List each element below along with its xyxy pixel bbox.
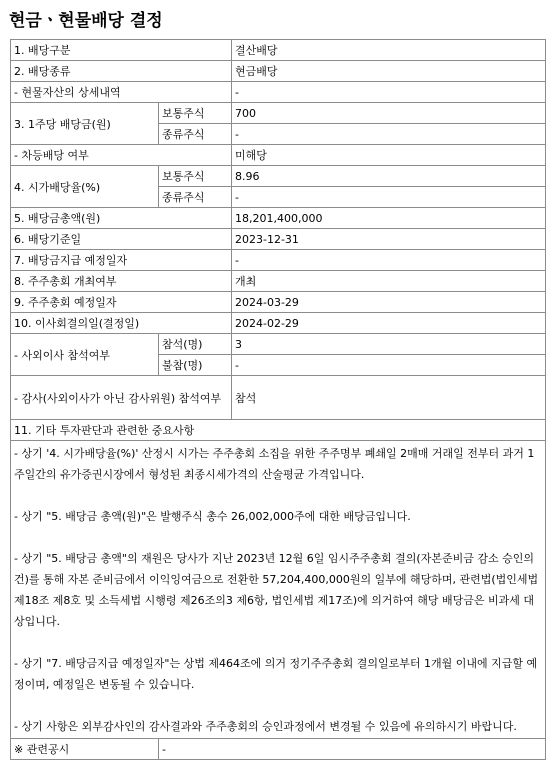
note-paragraph: - 상기 '4. 시가배당율(%)' 산정시 시가는 주주총회 소집을 위한 주주명부 폐쇄일 2매매 거래일 전부터 과거 1주일간의 유가증권시장에서 형성된 최종시세가격의 산술평균 가격입니다.: [14, 447, 535, 481]
table-row: [11, 82, 546, 103]
disclosure-table: [10, 39, 546, 760]
row-label: 2. 배당종류: [11, 61, 232, 82]
row-value: 개최: [232, 271, 546, 292]
row-value: -: [159, 739, 546, 760]
table-row: [11, 292, 546, 313]
row-label: - 감사(사외이사가 아닌 감사위원) 참석여부: [11, 376, 232, 420]
table-row: [11, 166, 546, 187]
table-row: [11, 376, 546, 420]
table-row: [11, 40, 546, 61]
row-label: 1. 배당구분: [11, 40, 232, 61]
row-value: 8.96: [232, 166, 546, 187]
notes-cell: [11, 441, 546, 739]
row-sublabel: 보통주식: [159, 166, 232, 187]
row-label: 4. 시가배당율(%): [11, 166, 159, 208]
row-sublabel: 불참(명): [159, 355, 232, 376]
row-sublabel: 보통주식: [159, 103, 232, 124]
table-row: [11, 739, 546, 760]
row-value: 2023-12-31: [232, 229, 546, 250]
table-row: [11, 441, 546, 739]
row-label: 8. 주주총회 개최여부: [11, 271, 232, 292]
table-row: [11, 334, 546, 355]
row-label: 5. 배당금총액(원): [11, 208, 232, 229]
row-label: 11. 기타 투자판단과 관련한 중요사항: [11, 420, 546, 441]
row-value: 현금배당: [232, 61, 546, 82]
table-row: [11, 145, 546, 166]
table-row: [11, 208, 546, 229]
row-label: - 차등배당 여부: [11, 145, 232, 166]
row-value: 참석: [232, 376, 546, 420]
table-row: [11, 250, 546, 271]
table-row: [11, 313, 546, 334]
row-value: 3: [232, 334, 546, 355]
row-label: - 현물자산의 상세내역: [11, 82, 232, 103]
row-value: 2024-03-29: [232, 292, 546, 313]
row-value: -: [232, 355, 546, 376]
row-value: 미해당: [232, 145, 546, 166]
note-paragraph: - 상기 "7. 배당금지급 예정일자"는 상법 제464조에 의거 정기주주총회 결의일로부터 1개월 이내에 지급할 예정이며, 예정일은 변동될 수 있습니다.: [14, 657, 538, 691]
note-paragraph: - 상기 사항은 외부감사인의 감사결과와 주주총회의 승인과정에서 변경될 수 있음에 유의하시기 바랍니다.: [14, 720, 517, 733]
row-label: 6. 배당기준일: [11, 229, 232, 250]
row-label: ※ 관련공시: [11, 739, 159, 760]
table-row: [11, 271, 546, 292]
row-label: 9. 주주총회 예정일자: [11, 292, 232, 313]
page-title: 현금ㆍ현물배당 결정: [9, 11, 163, 31]
row-label: 10. 이사회결의일(결정일): [11, 313, 232, 334]
row-label: 3. 1주당 배당금(원): [11, 103, 159, 145]
row-sublabel: 참석(명): [159, 334, 232, 355]
table-row: [11, 420, 546, 441]
row-value: 결산배당: [232, 40, 546, 61]
table-row: [11, 61, 546, 82]
row-value: -: [232, 124, 546, 145]
row-label: 7. 배당금지급 예정일자: [11, 250, 232, 271]
row-sublabel: 종류주식: [159, 124, 232, 145]
note-paragraph: - 상기 "5. 배당금 총액(원)"은 발행주식 총수 26,002,000주에 대한 배당금입니다.: [14, 510, 411, 523]
row-value: -: [232, 82, 546, 103]
row-value: 700: [232, 103, 546, 124]
table-row: [11, 229, 546, 250]
row-value: 18,201,400,000: [232, 208, 546, 229]
table-row: [11, 103, 546, 124]
row-value: -: [232, 250, 546, 271]
row-label: - 사외이사 참석여부: [11, 334, 159, 376]
note-paragraph: - 상기 "5. 배당금 총액"의 재원은 당사가 지난 2023년 12월 6일 임시주주총회 결의(자본준비금 감소 승인의 건)를 통해 자본 준비금에서 이익잉여금으로 전환한 57,204,400,000원의 일부에 해당하며, 관련법(법인세법 제18조 제8호 및 소득세법 시행령 제26조의3 제6항, 법인세법 제17조)에 의거하여 해당 배당금은 비과세 대상입니다.: [14, 552, 539, 628]
row-value: 2024-02-29: [232, 313, 546, 334]
row-value: -: [232, 187, 546, 208]
row-sublabel: 종류주식: [159, 187, 232, 208]
